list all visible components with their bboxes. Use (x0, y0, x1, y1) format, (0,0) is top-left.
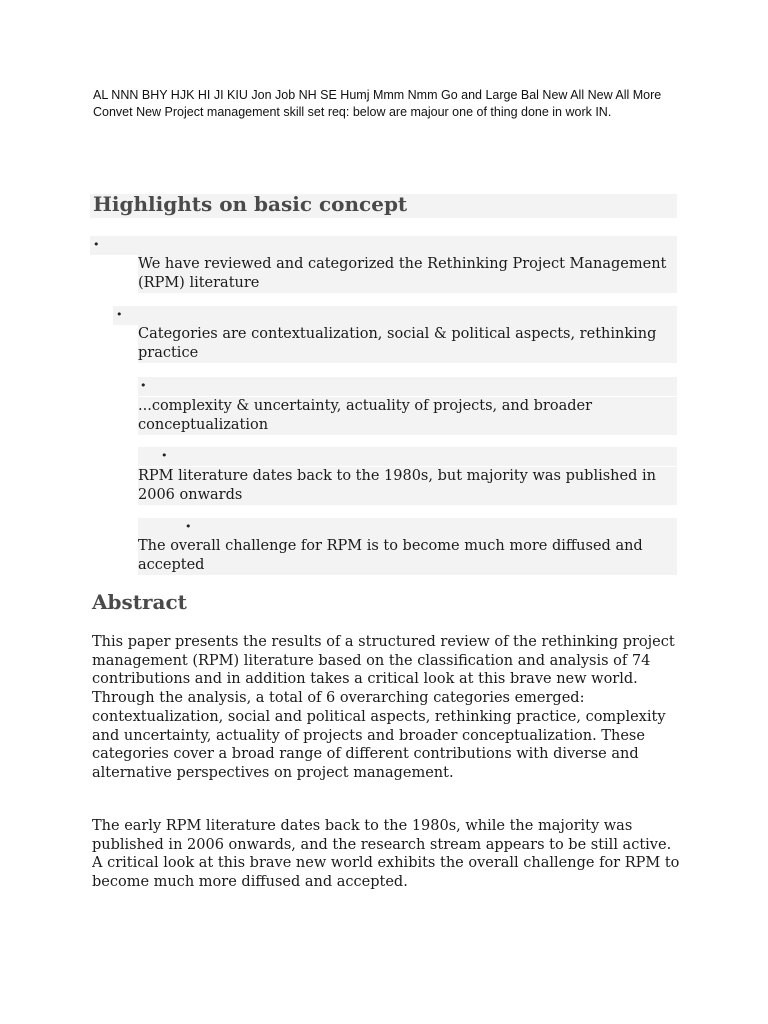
abstract-heading: Abstract (92, 590, 187, 614)
bullet-icon: • (116, 308, 123, 321)
highlight-item: RPM literature dates back to the 1980s, but majority was published in 2006 onwards (138, 467, 677, 505)
bullet-icon: • (140, 379, 147, 392)
abstract-paragraph: This paper presents the results of a structured review of the rethinking project management (RPM) literature based on the classification and analysis of 74 contributions and in addition takes a critical look at this brave new world. Through the analysis, a total of 6 overarching categories emerged: contextualization, social and political aspects, rethinking practice, complexity and uncertainty, actuality of projects and broader conceptualization. These categories cover a broad range of different contributions with diverse and alternative perspectives on project management. (92, 634, 675, 781)
bullet-row (138, 377, 677, 396)
highlights-heading-block (90, 194, 677, 218)
highlight-item: ...complexity & uncertainty, actuality of projects, and broader conceptualization (138, 397, 677, 435)
highlights-heading: Highlights on basic concept (93, 192, 408, 216)
bullet-row (138, 447, 677, 466)
bullet-row (113, 306, 677, 325)
bullet-row (90, 236, 677, 255)
intro-paragraph: AL NNN BHY HJK HI JI KIU Jon Job NH SE Humj Mmm Nmm Go and Large Bal New All New All More Convet New Project management skill set req: below are majour one of thing done in work IN. (93, 88, 662, 119)
bullet-icon: • (93, 238, 100, 251)
highlight-item: Categories are contextualization, social & political aspects, rethinking practice (138, 325, 677, 363)
bullet-icon: • (185, 520, 192, 533)
abstract-paragraph: The early RPM literature dates back to the 1980s, while the majority was published in 2006 onwards, and the research stream appears to be still active. A critical look at this brave new world exhibits the overall challenge for RPM to become much more diffused and accepted. (92, 818, 680, 891)
highlight-item: The overall challenge for RPM is to become much more diffused and accepted (138, 537, 677, 575)
highlight-item: We have reviewed and categorized the Rethinking Project Management (RPM) literature (138, 255, 677, 293)
bullet-row (138, 518, 677, 537)
bullet-icon: • (161, 449, 168, 462)
